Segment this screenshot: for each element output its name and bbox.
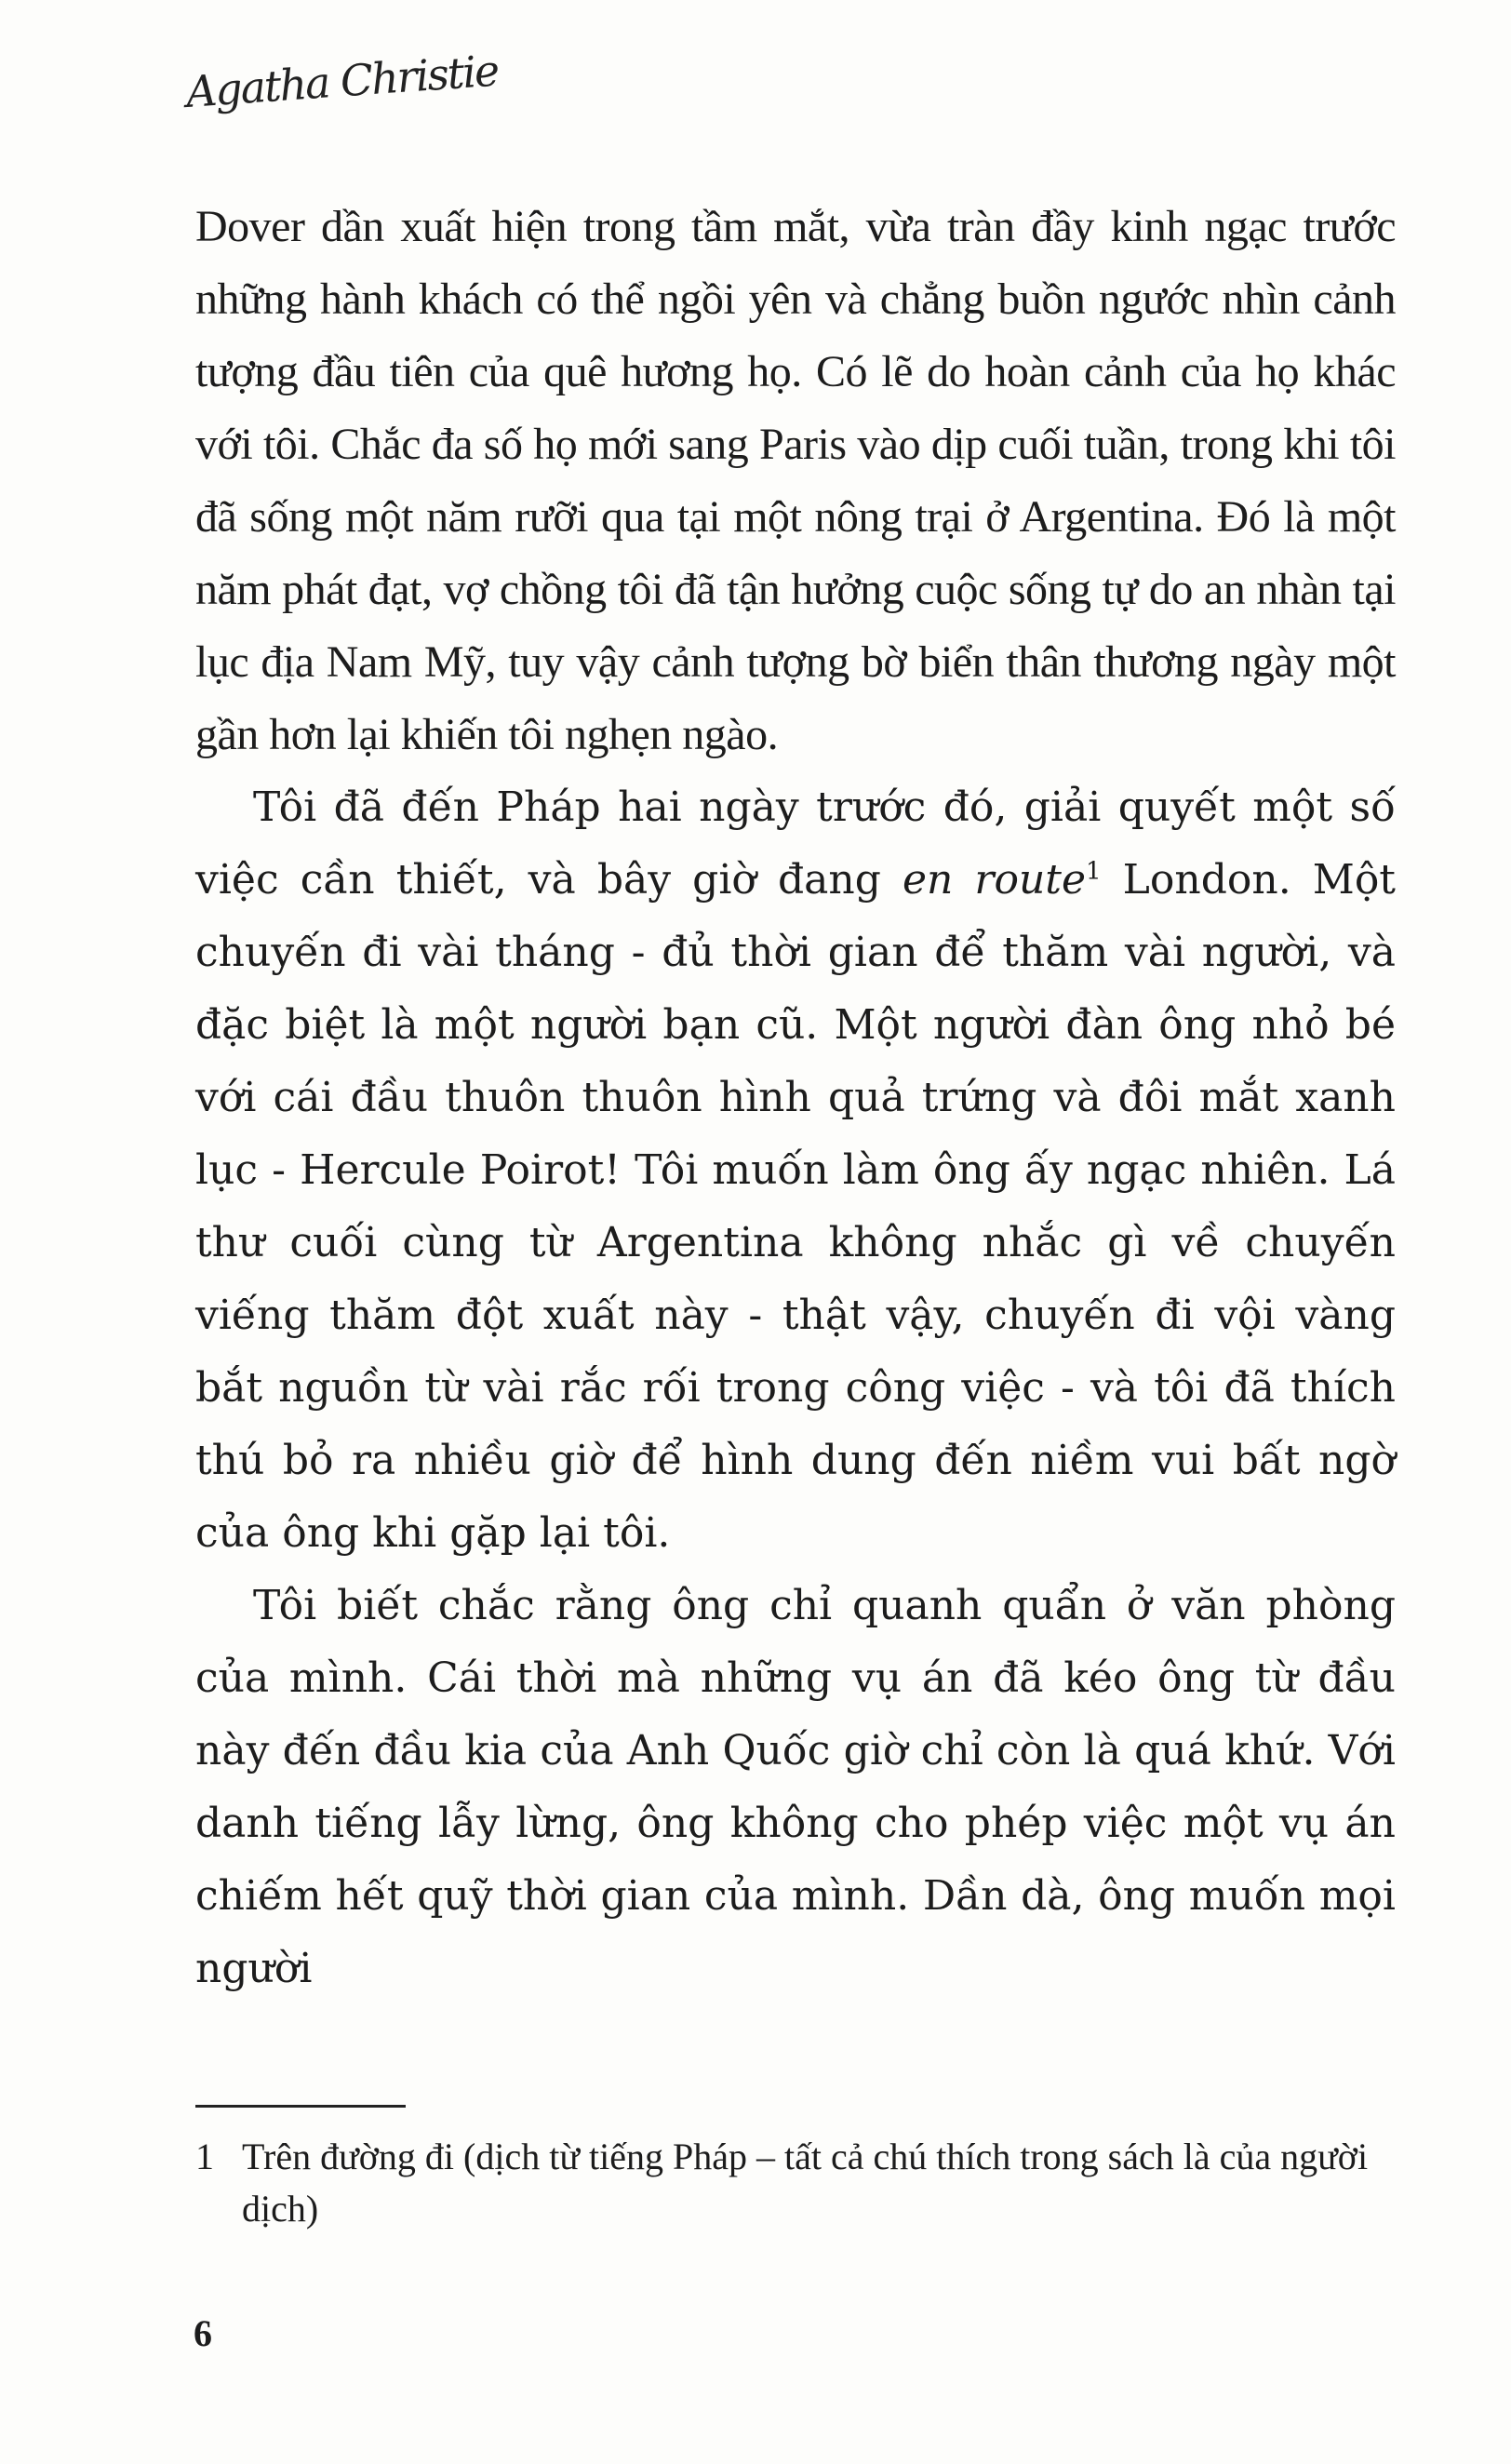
paragraph-2-italic: en route	[902, 856, 1087, 904]
footnote	[195, 2131, 1405, 2235]
paragraph-2-before: Tôi đã đến Pháp hai ngày trước đó, giải quyết một số việc cần thiết, và bây giờ đang	[195, 783, 1396, 904]
body-text	[195, 191, 1396, 2005]
page-number: 6	[194, 2312, 212, 2354]
footnote-reference: 1	[1086, 857, 1102, 886]
paragraph-2-after: London. Một chuyến đi vài tháng - đủ thời gian để thăm vài người, và đặc biệt là một người bạn cũ. Một người đàn ông nhỏ bé với cái đầu thuôn thuôn hình quả trứng và đôi mắt xanh lục - Hercule Poirot! Tôi muốn làm ông ấy ngạc nhiên. Lá thư cuối cùng từ Argentina không nhắc gì về chuyến viếng thăm đột xuất này - thật vậy, chuyến đi vội vàng bắt nguồn từ vài rắc rối trong công việc - và tôi đã thích thú bỏ ra nhiều giờ để hình dung đến niềm vui bất ngờ của ông khi gặp lại tôi.	[195, 856, 1396, 1557]
paragraph-2	[195, 771, 1396, 1570]
footnote-number: 1	[195, 2136, 214, 2177]
footnote-divider	[195, 2105, 406, 2108]
footnote-text: Trên đường đi (dịch từ tiếng Pháp – tất cả chú thích trong sách là của người dịch)	[242, 2136, 1369, 2230]
paragraph-3: Tôi biết chắc rằng ông chỉ quanh quẩn ở văn phòng của mình. Cái thời mà những vụ án đã kéo ông từ đầu này đến đầu kia của Anh Quốc giờ chỉ còn là quá khứ. Với danh tiếng lẫy lừng, ông không cho phép việc một vụ án chiếm hết quỹ thời gian của mình. Dần dà, ông muốn mọi người	[195, 1582, 1396, 1992]
author-signature: Agatha Christie	[184, 45, 500, 117]
paragraph-1: Dover dần xuất hiện trong tầm mắt, vừa tràn đầy kinh ngạc trước những hành khách có thể ngồi yên và chẳng buồn ngước nhìn cảnh tượng đầu tiên của quê hương họ. Có lẽ do hoàn cảnh của họ khác với tôi. Chắc đa số họ mới sang Paris vào dịp cuối tuần, trong khi tôi đã sống một năm rưỡi qua tại một nông trại ở Argentina. Đó là một năm phát đạt, vợ chồng tôi đã tận hưởng cuộc sống tự do an nhàn tại lục địa Nam Mỹ, tuy vậy cảnh tượng bờ biển thân thương ngày một gần hơn lại khiến tôi nghẹn ngào.	[195, 202, 1396, 759]
